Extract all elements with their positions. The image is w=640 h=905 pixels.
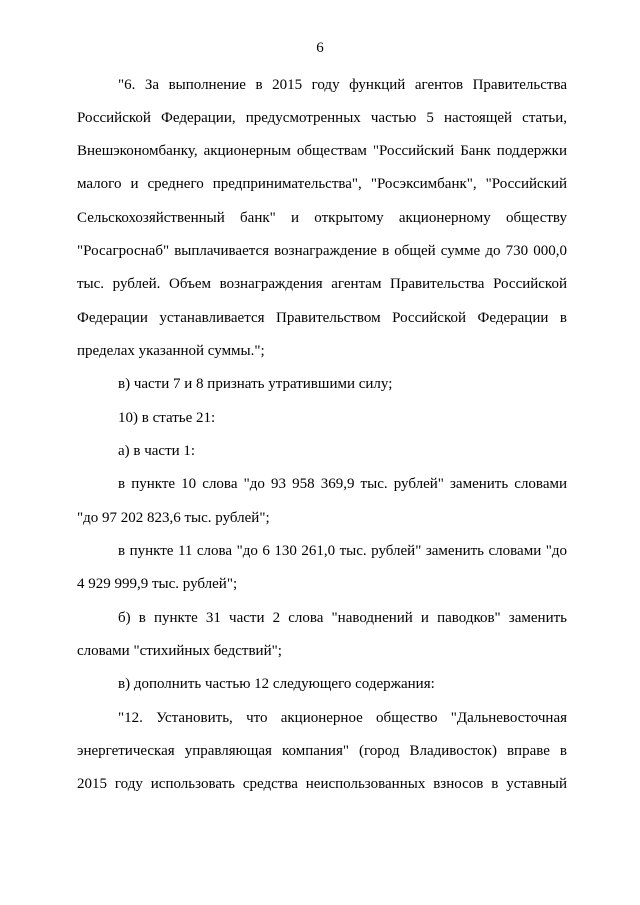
text-line-13: в пункте 10 слова "до 93 958 369,9 тыс. рублей" заменить словами (118, 476, 567, 492)
text-line-20: "12. Установить, что акционерное общество "Дальневосточная (118, 710, 567, 726)
text-line-22: 2015 году использовать средства неиспользованных взносов в уставный (77, 776, 567, 792)
text-line-16: 4 929 999,9 тыс. рублей"; (77, 576, 238, 592)
text-line-1: "6. За выполнение в 2015 году функций агентов Правительства (118, 77, 567, 93)
text-line-18: словами "стихийных бедствий"; (77, 643, 282, 659)
text-line-2: Российской Федерации, предусмотренных частью 5 настоящей статьи, (77, 110, 567, 126)
text-line-14: "до 97 202 823,6 тыс. рублей"; (77, 510, 270, 526)
text-line-21: энергетическая управляющая компания" (город Владивосток) вправе в (77, 743, 567, 759)
text-line-15: в пункте 11 слова "до 6 130 261,0 тыс. рублей" заменить словами "до (118, 543, 567, 559)
text-line-17: б) в пункте 31 части 2 слова "наводнений и паводков" заменить (118, 610, 567, 626)
text-line-3: Внешэкономбанку, акционерным обществам "Российский Банк поддержки (77, 143, 567, 159)
text-line-11: 10) в статье 21: (118, 410, 216, 426)
text-line-5: Сельскохозяйственный банк" и открытому акционерному обществу (77, 210, 567, 226)
text-line-12: а) в части 1: (118, 443, 196, 459)
page-number: 6 (316, 40, 324, 56)
text-line-6: "Росагроснаб" выплачивается вознаграждение в общей сумме до 730 000,0 (77, 243, 567, 259)
text-line-7: тыс. рублей. Объем вознаграждения агентам Правительства Российской (77, 276, 567, 292)
text-line-19: в) дополнить частью 12 следующего содержания: (118, 676, 435, 692)
text-line-10: в) части 7 и 8 признать утратившими силу; (118, 376, 393, 392)
text-line-4: малого и среднего предпринимательства", "Росэксимбанк", "Российский (77, 176, 567, 192)
text-line-8: Федерации устанавливается Правительством Российской Федерации в (77, 310, 567, 326)
text-line-9: пределах указанной суммы."; (77, 343, 265, 359)
